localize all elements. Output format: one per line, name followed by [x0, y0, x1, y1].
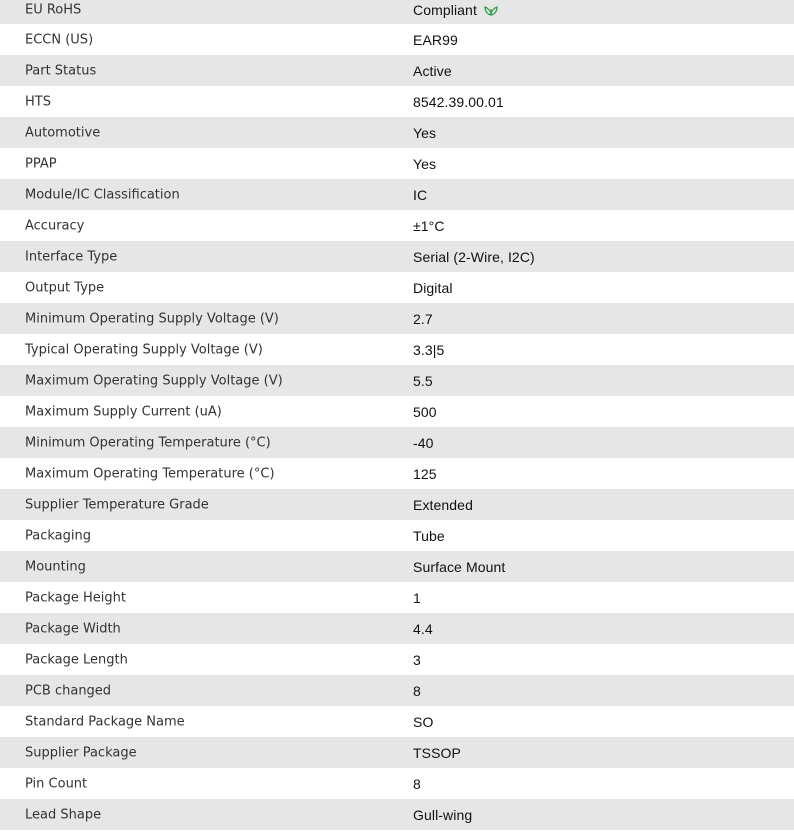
table-row: [0, 799, 794, 830]
row-value: Extended: [413, 496, 473, 513]
table-row: [0, 520, 794, 551]
row-value: 8542.39.00.01: [413, 93, 504, 110]
row-label: PCB changed: [25, 683, 112, 698]
table-row: [0, 210, 794, 241]
row-label: Part Status: [25, 63, 97, 78]
table-row: [0, 24, 794, 55]
row-label: Typical Operating Supply Voltage (V): [25, 342, 263, 357]
table-row: [0, 706, 794, 737]
table-row: [0, 303, 794, 334]
table-row: [0, 489, 794, 520]
row-label: Interface Type: [25, 249, 118, 264]
row-label: HTS: [25, 94, 51, 109]
table-row: [0, 0, 794, 24]
row-value: Surface Mount: [413, 558, 506, 575]
row-label: Package Length: [25, 652, 128, 667]
row-label: ECCN (US): [25, 32, 94, 47]
table-row: [0, 613, 794, 644]
row-label: Supplier Package: [25, 745, 137, 760]
row-label: Pin Count: [25, 776, 88, 791]
row-label: Maximum Operating Temperature (°C): [25, 466, 275, 481]
row-value: SO: [413, 713, 434, 730]
row-value: -40: [413, 434, 434, 451]
row-value: Digital: [413, 279, 453, 296]
row-label: Standard Package Name: [25, 714, 185, 729]
table-row: [0, 427, 794, 458]
table-row: [0, 334, 794, 365]
table-row: [0, 117, 794, 148]
row-value: 1: [413, 589, 421, 606]
row-value: Gull-wing: [413, 806, 473, 823]
row-label: Minimum Operating Supply Voltage (V): [25, 311, 279, 326]
row-value: Active: [413, 62, 452, 79]
row-value: 5.5: [413, 372, 433, 389]
row-value: 8: [413, 682, 421, 699]
row-value: 3.3|5: [413, 341, 445, 358]
table-row: [0, 272, 794, 303]
row-value: Tube: [413, 527, 445, 544]
row-label: Lead Shape: [25, 807, 102, 822]
table-row: [0, 86, 794, 117]
row-label: Packaging: [25, 528, 91, 543]
table-row: [0, 768, 794, 799]
table-row: [0, 582, 794, 613]
row-value: Yes: [413, 124, 437, 141]
row-value: Yes: [413, 155, 437, 172]
row-label: Module/IC Classification: [25, 187, 180, 202]
row-label: Mounting: [25, 559, 86, 574]
row-value: EAR99: [413, 31, 458, 48]
row-label: Maximum Operating Supply Voltage (V): [25, 373, 283, 388]
row-value-container: [413, 2, 498, 18]
row-label: Accuracy: [25, 218, 85, 233]
row-value: TSSOP: [413, 744, 461, 761]
table-row: [0, 644, 794, 675]
table-row: [0, 365, 794, 396]
table-row: [0, 148, 794, 179]
row-value: Compliant: [413, 2, 477, 18]
row-label: Package Height: [25, 590, 126, 605]
table-row: [0, 396, 794, 427]
row-label: Minimum Operating Temperature (°C): [25, 435, 271, 450]
table-row: [0, 55, 794, 86]
row-label: Automotive: [25, 125, 101, 140]
row-label: Maximum Supply Current (uA): [25, 404, 222, 419]
row-value: 2.7: [413, 310, 433, 327]
row-value: Serial (2-Wire, I2C): [413, 248, 535, 265]
table-row: [0, 179, 794, 210]
row-value: IC: [413, 186, 428, 203]
table-row: [0, 551, 794, 582]
table-row: [0, 675, 794, 706]
row-label: Output Type: [25, 280, 105, 295]
row-value: 3: [413, 651, 421, 668]
table-row: [0, 737, 794, 768]
row-value: 8: [413, 775, 421, 792]
row-label: EU RoHS: [25, 2, 82, 18]
row-value: 500: [413, 403, 437, 420]
row-label: PPAP: [25, 156, 57, 171]
row-value: 4.4: [413, 620, 433, 637]
row-label: Package Width: [25, 621, 121, 636]
table-row: [0, 241, 794, 272]
row-label: Supplier Temperature Grade: [25, 497, 209, 512]
table-row: [0, 458, 794, 489]
row-value: ±1°C: [413, 217, 445, 234]
row-value: 125: [413, 465, 437, 482]
leaf-icon: [484, 4, 498, 16]
